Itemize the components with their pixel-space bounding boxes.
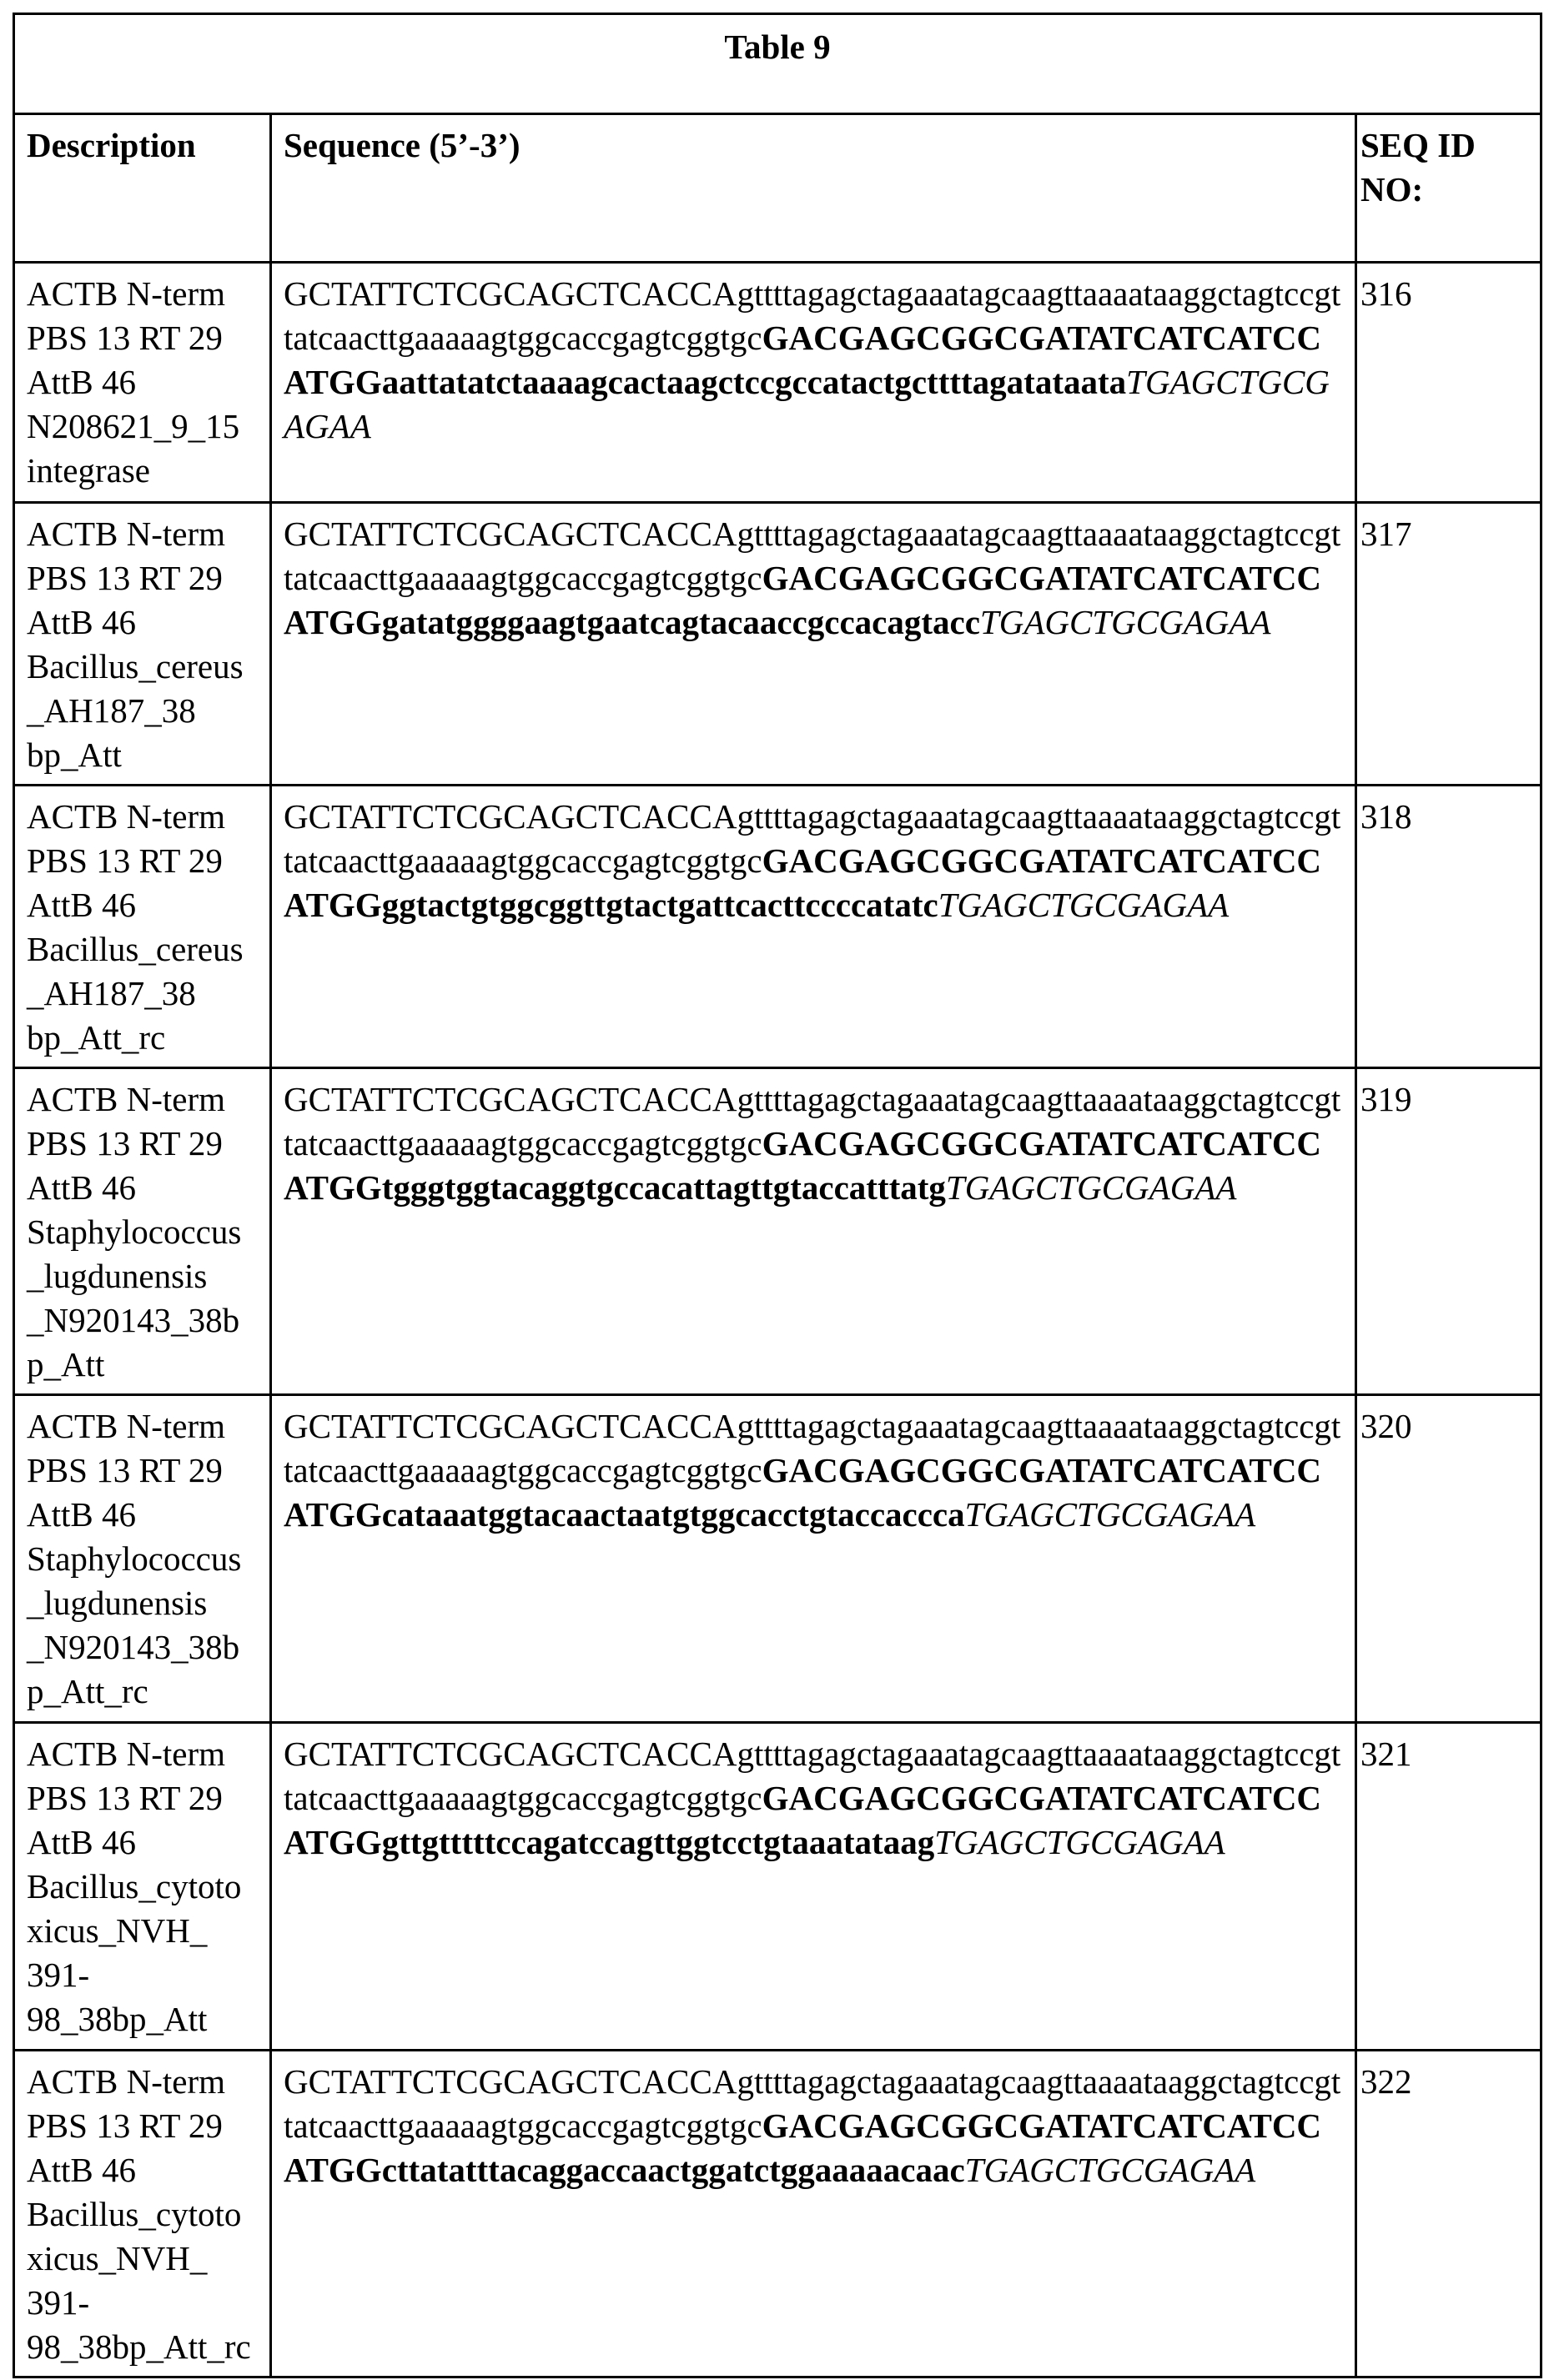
header-sequence: Sequence (5’-3’) (271, 114, 1356, 263)
table-row (14, 503, 1541, 786)
tail-seq: TGAGCTGCGAGAA (934, 1823, 1225, 1861)
spacer-seq: GCTATTCTCGCAGCTCACCA (284, 2062, 737, 2101)
header-row (14, 114, 1541, 263)
description-cell: ACTB N-term PBS 13 RT 29 AttB 46 Bacillus_cytoto xicus_NVH_ 391- 98_38bp_Att (14, 1723, 271, 2051)
spacer-seq: GCTATTCTCGCAGCTCACCA (284, 515, 737, 553)
sequence-cell (271, 503, 1356, 786)
pbs-rt-seq: GACGAGCGGCGATATCATCATCCATGG (284, 841, 1321, 924)
seq-id-cell: 321 (1356, 1723, 1541, 2051)
description-cell: ACTB N-term PBS 13 RT 29 AttB 46 Bacillus_cereus _AH187_38 bp_Att_rc (14, 786, 271, 1068)
table-row (14, 786, 1541, 1068)
sequence-cell (271, 1723, 1356, 2051)
sequence-cell (271, 263, 1356, 503)
pbs-rt-seq: GACGAGCGGCGATATCATCATCCATGG (284, 1124, 1321, 1207)
att-seq: aattatatctaaaagcactaagctccgccatactgcttttagatataata (382, 363, 1126, 401)
pbs-rt-seq: GACGAGCGGCGATATCATCATCCATGG (284, 319, 1321, 401)
description-cell: ACTB N-term PBS 13 RT 29 AttB 46 N208621_9_15 integrase (14, 263, 271, 503)
att-seq: gttgtttttccagatccagttggtcctgtaaatataag (382, 1823, 935, 1861)
pbs-rt-seq: GACGAGCGGCGATATCATCATCCATGG (284, 559, 1321, 641)
seq-id-cell: 316 (1356, 263, 1541, 503)
pbs-rt-seq: GACGAGCGGCGATATCATCATCCATGG (284, 1779, 1321, 1861)
scaffold-seq: gttttagagctagaaatagcaagttaaaataaggctagtccgttatcaacttgaaaaagtggcaccgagtcggtgc (284, 515, 1340, 597)
sequence-cell (271, 2051, 1356, 2377)
tail-seq: TGAGCTGCGAGAA (980, 603, 1271, 641)
pbs-rt-seq: GACGAGCGGCGATATCATCATCCATGG (284, 1451, 1321, 1534)
spacer-seq: GCTATTCTCGCAGCTCACCA (284, 274, 737, 313)
description-cell: ACTB N-term PBS 13 RT 29 AttB 46 Bacillus_cereus _AH187_38 bp_Att (14, 503, 271, 786)
att-seq: ggtactgtggcggttgtactgattcacttccccatatc (382, 886, 938, 924)
header-description: Description (14, 114, 271, 263)
table-row (14, 1068, 1541, 1395)
description-cell: ACTB N-term PBS 13 RT 29 AttB 46 Bacillus_cytoto xicus_NVH_ 391- 98_38bp_Att_rc (14, 2051, 271, 2377)
spacer-seq: GCTATTCTCGCAGCTCACCA (284, 1080, 737, 1118)
seq-id-cell: 322 (1356, 2051, 1541, 2377)
table-title-row (14, 14, 1541, 114)
spacer-seq: GCTATTCTCGCAGCTCACCA (284, 1735, 737, 1773)
table-row (14, 1723, 1541, 2051)
seq-id-cell: 318 (1356, 786, 1541, 1068)
header-seq-id: SEQ ID NO: (1356, 114, 1541, 263)
pbs-rt-seq: GACGAGCGGCGATATCATCATCCATGG (284, 2106, 1321, 2189)
tail-seq: TGAGCTGCGAGAA (284, 363, 1330, 445)
tail-seq: TGAGCTGCGAGAA (965, 1495, 1256, 1534)
seq-id-cell: 319 (1356, 1068, 1541, 1395)
att-seq: tgggtggtacaggtgccacattagttgtaccatttatg (382, 1168, 946, 1207)
sequence-table (13, 13, 1542, 2378)
spacer-seq: GCTATTCTCGCAGCTCACCA (284, 797, 737, 836)
tail-seq: TGAGCTGCGAGAA (946, 1168, 1237, 1207)
scaffold-seq: gttttagagctagaaatagcaagttaaaataaggctagtccgttatcaacttgaaaaagtggcaccgagtcggtgc (284, 797, 1340, 880)
table-title: Table 9 (14, 14, 1541, 114)
description-cell: ACTB N-term PBS 13 RT 29 AttB 46 Staphylococcus _lugdunensis _N920143_38b p_Att (14, 1068, 271, 1395)
table-row (14, 1395, 1541, 1723)
att-seq: cttatatttacaggaccaactggatctggaaaaacaac (382, 2151, 965, 2189)
att-seq: gatatggggaagtgaatcagtacaaccgccacagtacc (382, 603, 980, 641)
table-row (14, 2051, 1541, 2377)
sequence-cell (271, 786, 1356, 1068)
sequence-cell (271, 1068, 1356, 1395)
scaffold-seq: gttttagagctagaaatagcaagttaaaataaggctagtccgttatcaacttgaaaaagtggcaccgagtcggtgc (284, 2062, 1340, 2145)
seq-id-cell: 317 (1356, 503, 1541, 786)
table-row (14, 263, 1541, 503)
scaffold-seq: gttttagagctagaaatagcaagttaaaataaggctagtccgttatcaacttgaaaaagtggcaccgagtcggtgc (284, 1407, 1340, 1489)
sequence-cell (271, 1395, 1356, 1723)
seq-id-cell: 320 (1356, 1395, 1541, 1723)
scaffold-seq: gttttagagctagaaatagcaagttaaaataaggctagtccgttatcaacttgaaaaagtggcaccgagtcggtgc (284, 1735, 1340, 1817)
att-seq: cataaatggtacaactaatgtggcacctgtaccaccca (382, 1495, 965, 1534)
tail-seq: TGAGCTGCGAGAA (965, 2151, 1256, 2189)
description-cell: ACTB N-term PBS 13 RT 29 AttB 46 Staphylococcus _lugdunensis _N920143_38b p_Att_rc (14, 1395, 271, 1723)
scaffold-seq: gttttagagctagaaatagcaagttaaaataaggctagtccgttatcaacttgaaaaagtggcaccgagtcggtgc (284, 274, 1340, 357)
tail-seq: TGAGCTGCGAGAA (938, 886, 1230, 924)
spacer-seq: GCTATTCTCGCAGCTCACCA (284, 1407, 737, 1445)
scaffold-seq: gttttagagctagaaatagcaagttaaaataaggctagtccgttatcaacttgaaaaagtggcaccgagtcggtgc (284, 1080, 1340, 1162)
